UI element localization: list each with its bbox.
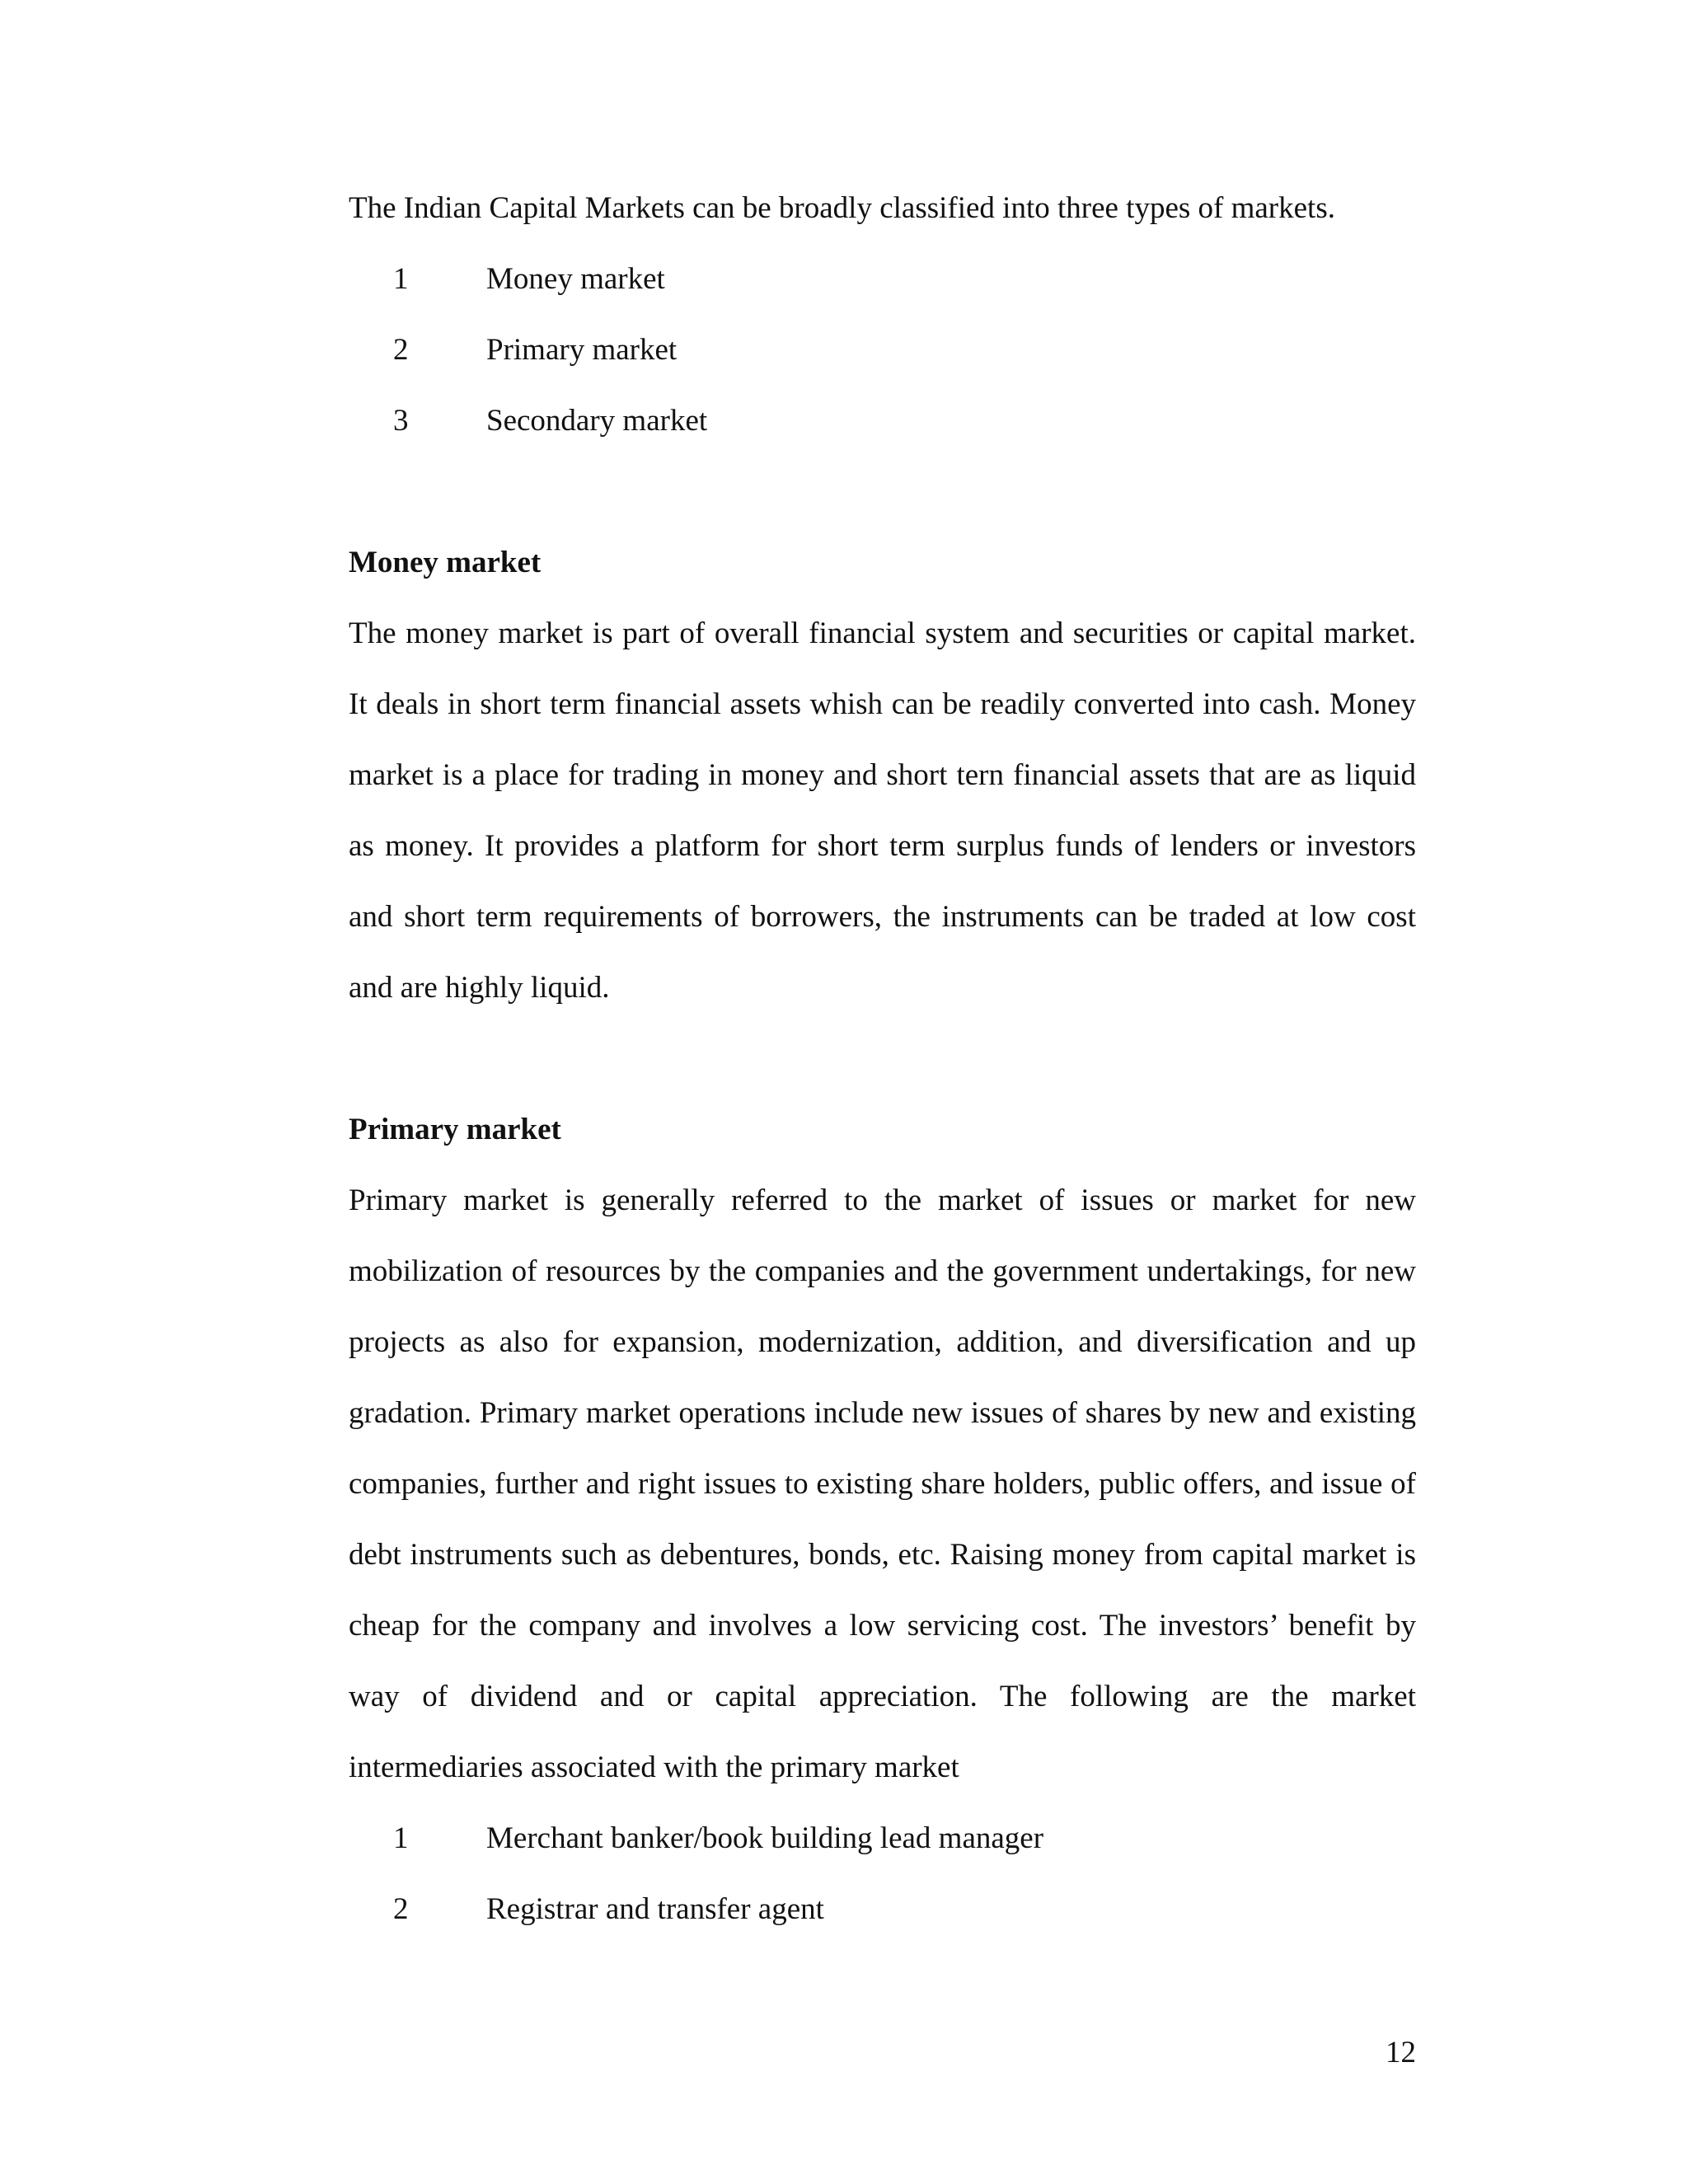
list-item bbox=[349, 1803, 1416, 1874]
list-item bbox=[349, 315, 1416, 386]
list-item-label: Primary market bbox=[486, 333, 678, 367]
list-item-label: Money market bbox=[486, 262, 665, 296]
primary-market-paragraph: Primary market is generally referred to the market of issues or market for new mobilization of resources by the companies and the government undertakings, for new projects as also for expansion, modernization, addition, and diversification and up gradation. Primary market operations include new issues of shares by new and existing companies, further and right issues to existing share holders, public offers, and issue of debt instruments such as debentures, bonds, etc. Raising money from capital market is cheap for the company and involves a low servicing cost. The investors’ benefit by way of dividend and or capital appreciation. The following are the market intermediaries associated with the primary market bbox=[349, 1183, 1416, 1784]
list-item-label: Merchant banker/book building lead manager bbox=[486, 1821, 1044, 1855]
list-item-number: 2 bbox=[393, 1892, 409, 1926]
section-spacer bbox=[349, 457, 1416, 527]
list-item-label: Secondary market bbox=[486, 404, 708, 438]
money-market-heading: Money market bbox=[349, 546, 542, 579]
intro-paragraph: The Indian Capital Markets can be broadly classified into three types of markets. bbox=[349, 191, 1335, 225]
list-item bbox=[349, 244, 1416, 315]
list-item-number: 3 bbox=[393, 404, 409, 438]
list-item-number: 1 bbox=[393, 262, 409, 296]
section-spacer bbox=[349, 1024, 1416, 1094]
market-types-list bbox=[349, 244, 1416, 457]
page-content bbox=[349, 173, 1416, 1945]
list-item-label: Registrar and transfer agent bbox=[486, 1892, 824, 1926]
intermediaries-list bbox=[349, 1803, 1416, 1945]
page-number: 12 bbox=[1386, 2036, 1416, 2069]
list-item bbox=[349, 386, 1416, 457]
list-item-number: 1 bbox=[393, 1821, 409, 1855]
list-item bbox=[349, 1874, 1416, 1945]
primary-market-heading: Primary market bbox=[349, 1113, 561, 1146]
list-item-number: 2 bbox=[393, 333, 409, 367]
money-market-paragraph: The money market is part of overall financial system and securities or capital market. It deals in short term financial assets whish can be readily converted into cash. Money market is a place for trading in money and short tern financial assets that are as liquid as money. It provides a platform for short term surplus funds of lenders or investors and short term requirements of borrowers, the instruments can be traded at low cost and are highly liquid. bbox=[349, 616, 1416, 1005]
